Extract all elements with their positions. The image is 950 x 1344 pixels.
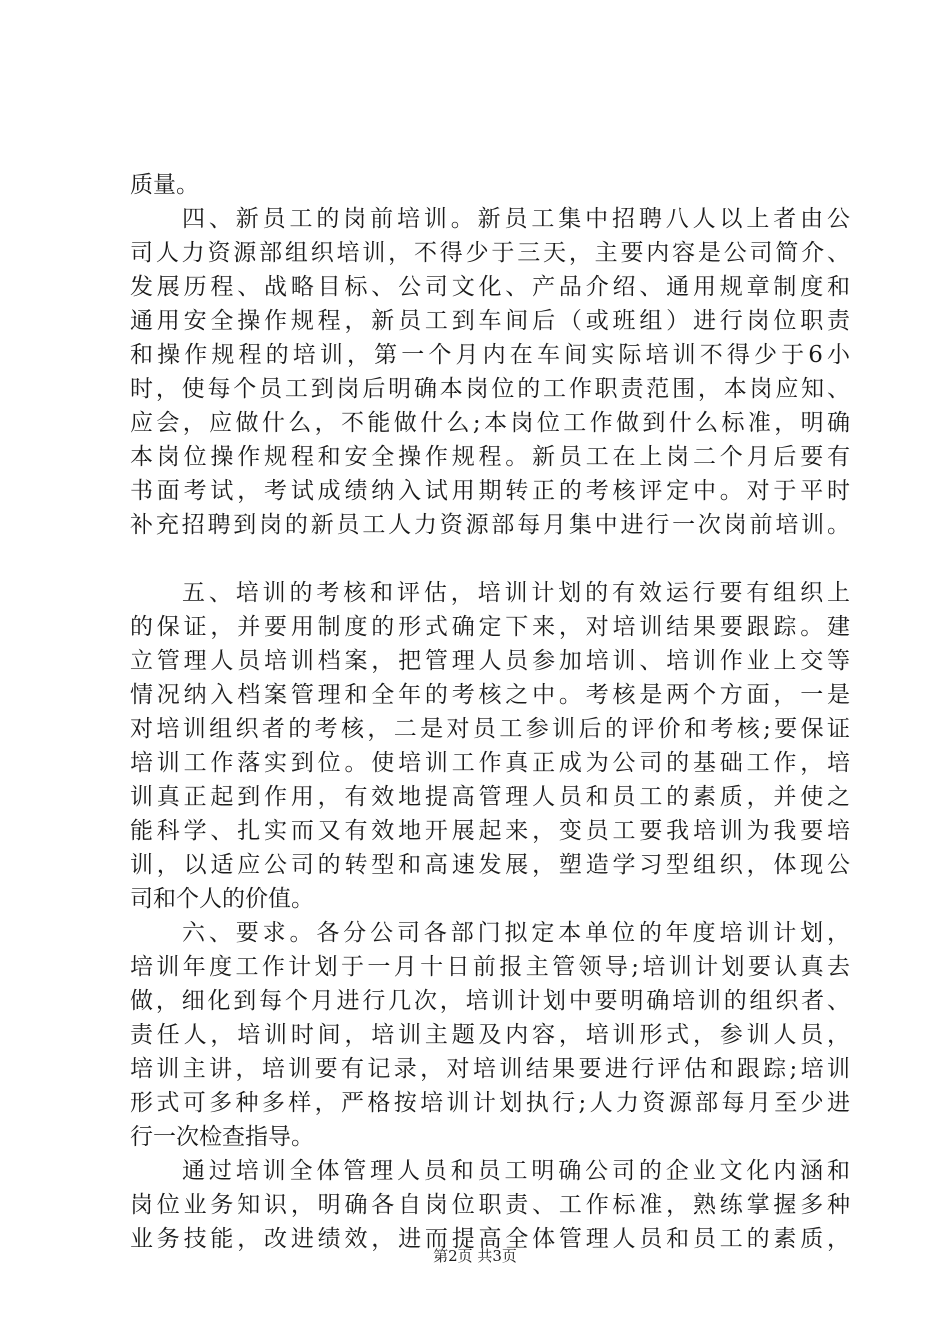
text-line: 训真正起到作用，有效地提高管理人员和员工的素质，并使之 xyxy=(130,784,850,810)
text-line: 训，以适应公司的转型和高速发展，塑造学习型组织，体现公 xyxy=(130,852,850,878)
text-line: 时，使每个员工到岗后明确本岗位的工作职责范围，本岗应知、 xyxy=(130,376,850,402)
text-line: 对培训组织者的考核，二是对员工参训后的评价和考核;要保证 xyxy=(130,716,850,742)
text-line: 应会，应做什么，不能做什么;本岗位工作做到什么标准，明确 xyxy=(130,410,850,436)
text-line: 岗位业务知识，明确各自岗位职责、工作标准，熟练掌握多种 xyxy=(130,1192,850,1218)
text-line: 行一次检查指导。 xyxy=(130,1124,314,1150)
paragraph-start-line: 通过培训全体管理人员和员工明确公司的企业文化内涵和 xyxy=(182,1158,850,1184)
text-line: 培训主讲，培训要有记录，对培训结果要进行评估和跟踪;培训 xyxy=(130,1056,850,1082)
text-line: 和操作规程的培训，第一个月内在车间实际培训不得少于6小 xyxy=(130,342,850,368)
section-heading-line: 五、培训的考核和评估，培训计划的有效运行要有组织上 xyxy=(182,580,850,606)
text-line: 司和个人的价值。 xyxy=(130,886,314,912)
text-line: 形式可多种多样，严格按培训计划执行;人力资源部每月至少进 xyxy=(130,1090,850,1116)
text-line: 能科学、扎实而又有效地开展起来，变员工要我培训为我要培 xyxy=(130,818,850,844)
text-line: 司人力资源部组织培训，不得少于三天，主要内容是公司简介、 xyxy=(130,240,850,266)
text-line: 立管理人员培训档案，把管理人员参加培训、培训作业上交等 xyxy=(130,648,850,674)
text-line: 责任人，培训时间，培训主题及内容，培训形式，参训人员， xyxy=(130,1022,850,1048)
text-line: 培训工作落实到位。使培训工作真正成为公司的基础工作，培 xyxy=(130,750,850,776)
section-heading-line: 四、新员工的岗前培训。新员工集中招聘八人以上者由公 xyxy=(182,206,850,232)
text-line: 质量。 xyxy=(130,172,199,198)
section-heading-line: 六、要求。各分公司各部门拟定本单位的年度培训计划， xyxy=(182,920,850,946)
text-line: 做，细化到每个月进行几次，培训计划中要明确培训的组织者、 xyxy=(130,988,850,1014)
document-body xyxy=(130,168,850,1256)
text-line: 情况纳入档案管理和全年的考核之中。考核是两个方面，一是 xyxy=(130,682,850,708)
paragraph-gap xyxy=(130,542,850,576)
text-line: 本岗位操作规程和安全操作规程。新员工在上岗二个月后要有 xyxy=(130,444,850,470)
text-line: 培训年度工作计划于一月十日前报主管领导;培训计划要认真去 xyxy=(130,954,850,980)
text-line: 通用安全操作规程，新员工到车间后（或班组）进行岗位职责 xyxy=(130,308,850,334)
text-line: 发展历程、战略目标、公司文化、产品介绍、通用规章制度和 xyxy=(130,274,850,300)
page-footer: 第2页 共3页 xyxy=(433,1247,517,1265)
text-line: 的保证，并要用制度的形式确定下来，对培训结果要跟踪。建 xyxy=(130,614,850,640)
text-line: 书面考试，考试成绩纳入试用期转正的考核评定中。对于平时 xyxy=(130,478,850,504)
text-line: 补充招聘到岗的新员工人力资源部每月集中进行一次岗前培训。 xyxy=(130,512,850,538)
text-line: 业务技能，改进绩效，进而提高全体管理人员和员工的素质， xyxy=(130,1226,850,1252)
